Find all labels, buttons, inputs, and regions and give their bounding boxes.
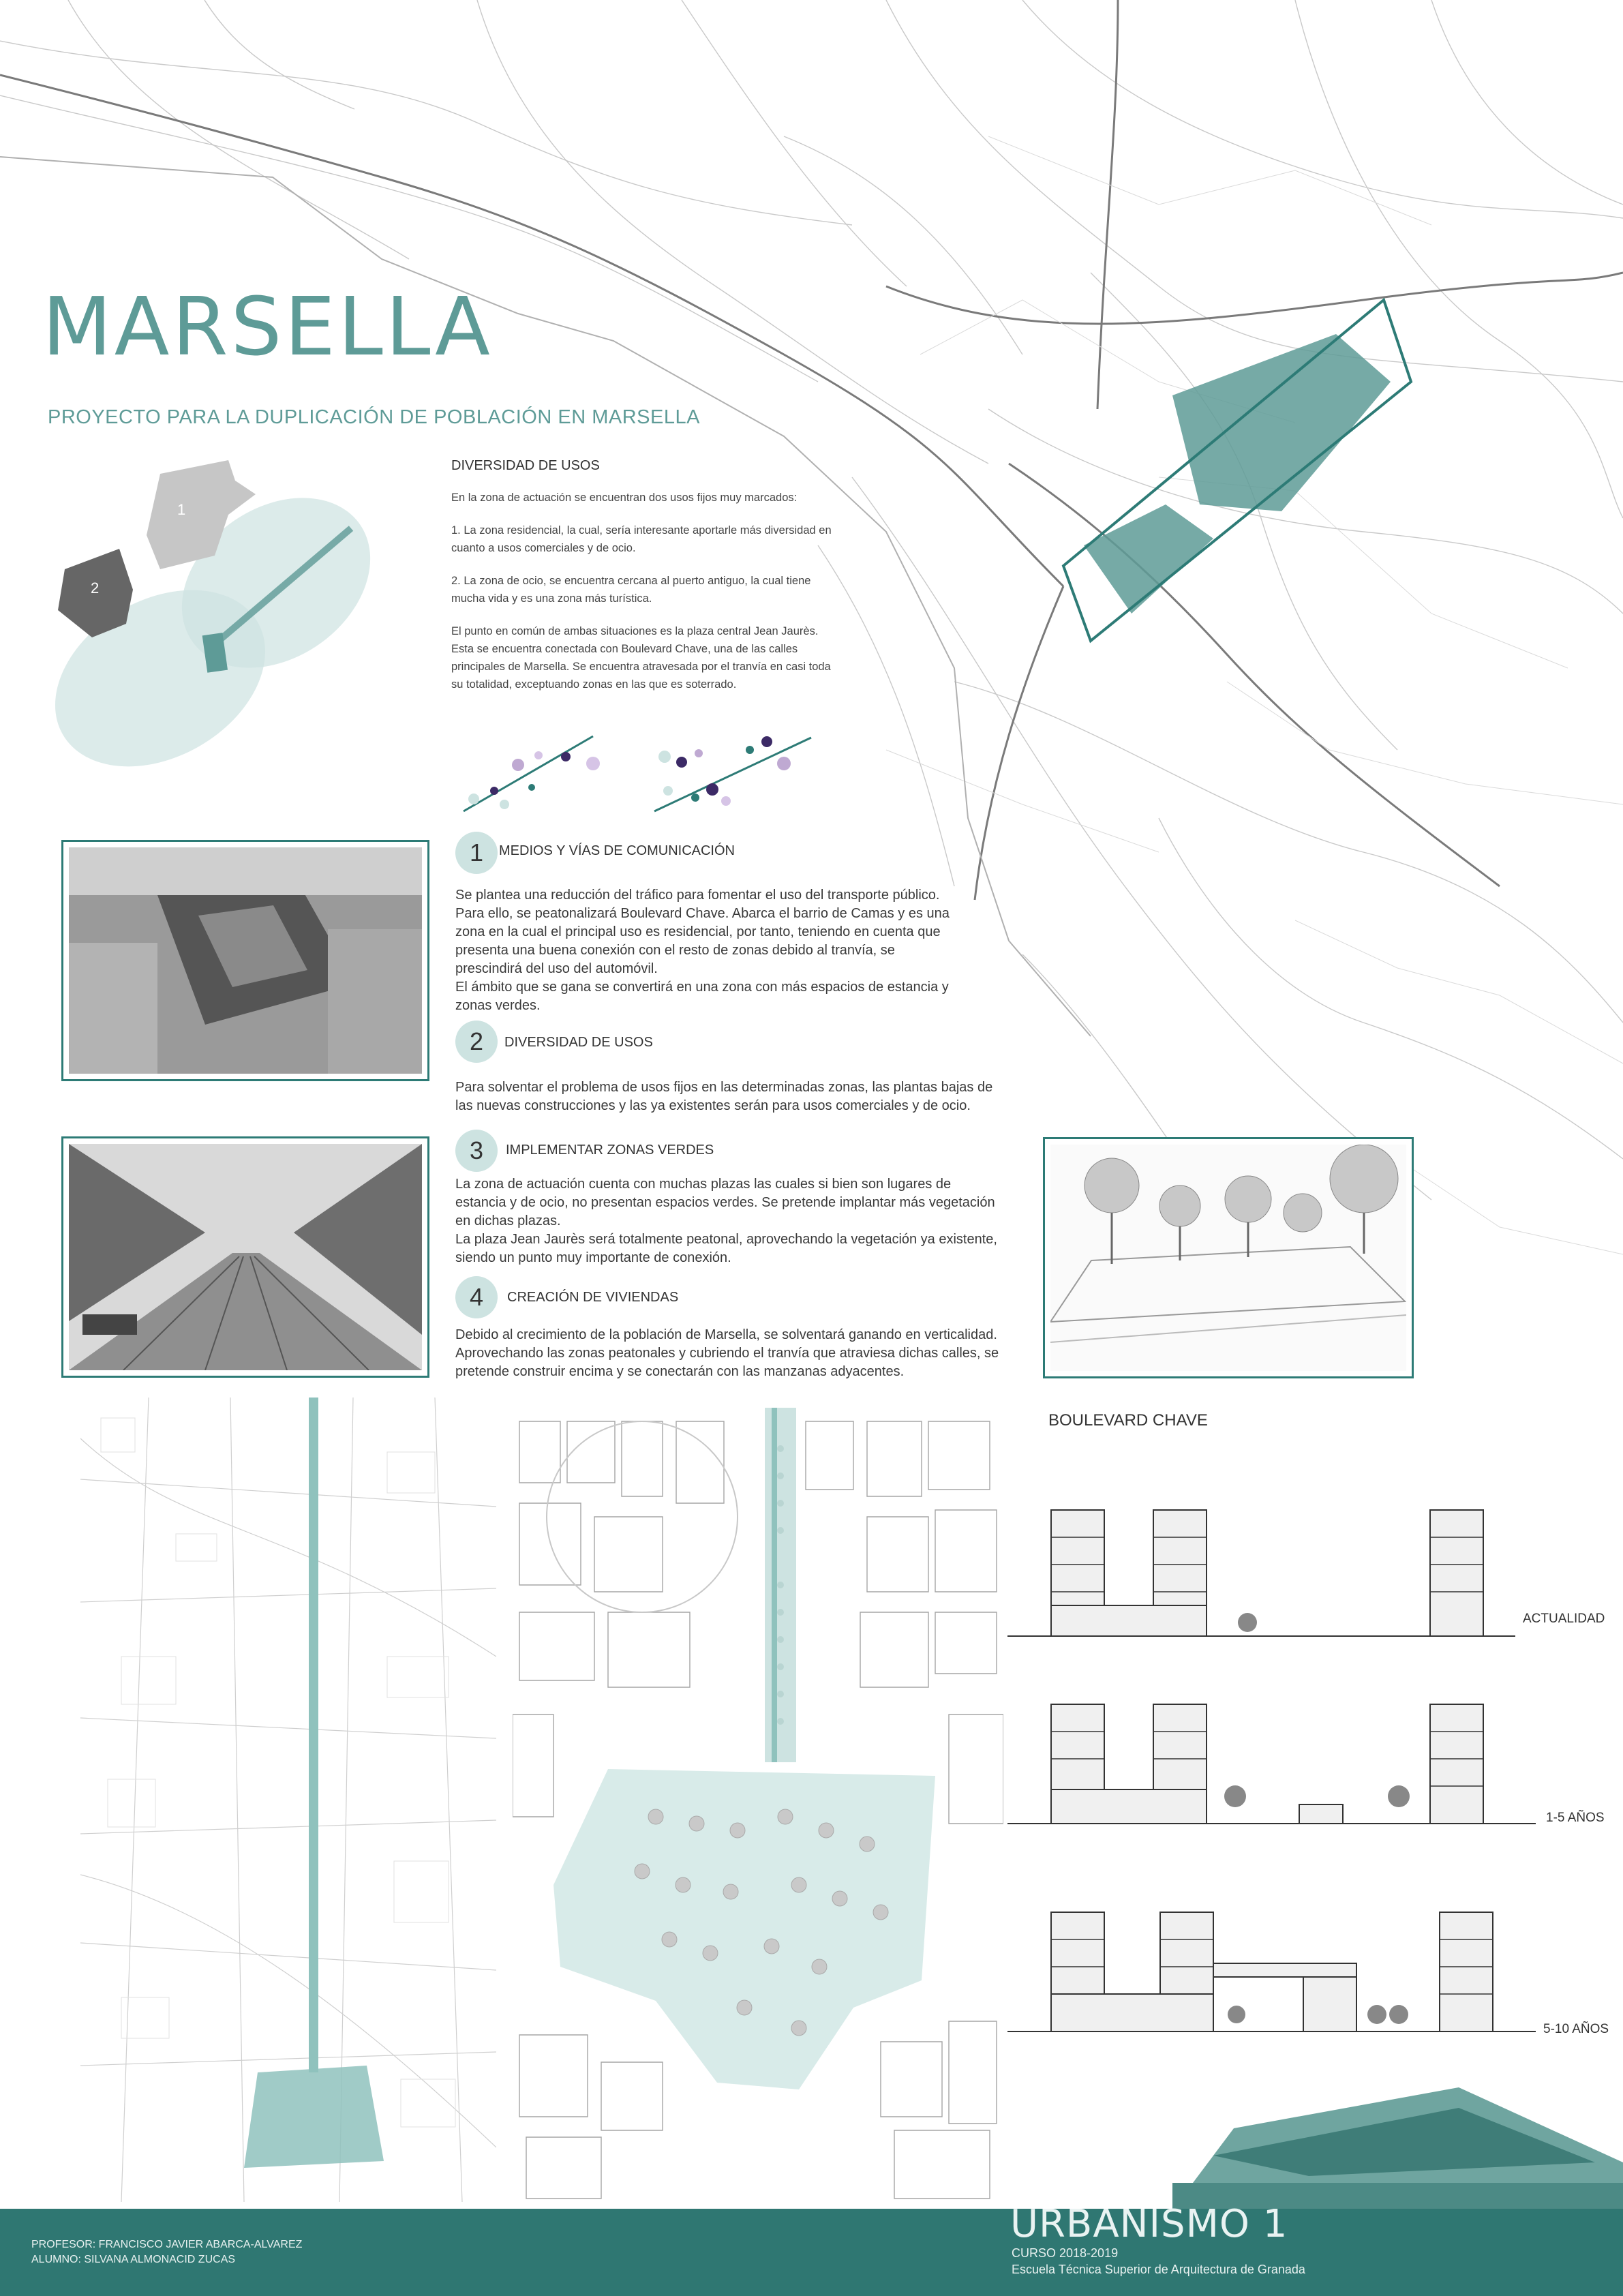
section-label-actualidad: ACTUALIDAD (1523, 1612, 1605, 1626)
footer-profesor: PROFESOR: FRANCISCO JAVIER ABARCA-ALVAREZ (31, 2239, 303, 2250)
section-4-line: Aprovechando las zonas peatonales y cubriendo el tranvía que atraviesa dichas calles, se (455, 1346, 999, 1361)
section-4-heading: CREACIÓN DE VIVIENDAS (507, 1290, 679, 1305)
diversity-p3: 2. La zona de ocio, se encuentra cercana al puerto antiguo, la cual tiene mucha vida y es una zona más turística. (451, 575, 811, 605)
section-2-heading: DIVERSIDAD DE USOS (504, 1035, 653, 1050)
section-3-line: La zona de actuación cuenta con muchas plazas las cuales si bien son lugares de (455, 1177, 952, 1192)
footer-bar (0, 2209, 1623, 2296)
page-subtitle: PROYECTO PARA LA DUPLICACIÓN DE POBLACIÓN EN MARSELLA (48, 406, 700, 428)
uses-dot-diagram (457, 723, 825, 825)
footer-alumno: ALUMNO: SILVANA ALMONACID ZUCAS (31, 2254, 236, 2265)
section-1-line: Para ello, se peatonalizará Boulevard Chave. Abarca el barrio de Camas y es una (455, 906, 950, 921)
section-1-heading: MEDIOS Y VÍAS DE COMUNICACIÓN (499, 843, 735, 858)
aerial-photo (61, 840, 429, 1081)
section-3-line: siendo un punto muy importante de conexión. (455, 1250, 731, 1265)
section-1-line: prescindirá del uso del automóvil. (455, 961, 658, 976)
course-title: URBANISMO 1 (1010, 2202, 1288, 2246)
section-4-text (455, 1326, 1021, 1381)
diversity-p1: En la zona de actuación se encuentran dos usos fijos muy marcados: (451, 492, 798, 504)
street-photo-image (69, 1144, 422, 1370)
page-title: MARSELLA (42, 280, 493, 374)
section-2-line: Para solventar el problema de usos fijos en las determinadas zonas, las plantas bajas de (455, 1080, 993, 1095)
footer-school: Escuela Técnica Superior de Arquitectura de Granada (1012, 2263, 1305, 2276)
footer-curso: CURSO 2018-2019 (1012, 2246, 1119, 2260)
section-label-1-5: 1-5 AÑOS (1546, 1811, 1605, 1825)
zone-1-label: 1 (177, 501, 186, 518)
sections-panel-title: BOULEVARD CHAVE (1048, 1411, 1208, 1430)
section-1-line: zonas verdes. (455, 998, 541, 1013)
zone-diagram (51, 453, 399, 791)
action-zone (1063, 300, 1411, 641)
section-label-5-10: 5-10 AÑOS (1543, 2022, 1609, 2036)
section-3-line: estancia y de ocio, no presentan espacios verdes. Se pretende implantar más vegetación (455, 1195, 995, 1210)
section-2-number: 2 (455, 1021, 498, 1063)
aerial-photo-image (69, 847, 422, 1074)
section-4-number: 4 (455, 1276, 498, 1318)
section-1-text (455, 886, 1001, 1015)
section-1-line: El ámbito que se gana se convertirá en una zona con más espacios de estancia y (455, 980, 949, 995)
diversity-heading: DIVERSIDAD DE USOS (451, 458, 600, 473)
boulevard-plan-map (80, 1398, 496, 2202)
section-1-line: Se plantea una reducción del tráfico para fomentar el uso del transporte público. (455, 888, 940, 903)
section-1-line: zona en la cual el principal uso es residencial, por tanto, teniendo en cuenta que (455, 924, 941, 939)
section-4-line: Debido al crecimiento de la población de Marsella, se solventará ganando en verticalidad. (455, 1327, 997, 1342)
plaza-sketch-image (1050, 1145, 1406, 1371)
section-3-line: en dichas plazas. (455, 1213, 561, 1228)
street-photo (61, 1136, 429, 1378)
section-3-text (455, 1175, 1021, 1267)
section-1-line: presenta una buena conexión con el resto de zonas debido al tranvía, se (455, 943, 895, 958)
section-2-text (455, 1078, 1014, 1115)
section-2-line: las nuevas construcciones y las ya existentes serán para usos comerciales y de ocio. (455, 1098, 971, 1113)
diversity-p2: 1. La zona residencial, la cual, sería interesante aportarle más diversidad en cuanto a usos comerciales y de ocio. (451, 524, 832, 554)
diversity-block (451, 458, 833, 693)
section-4-line: pretende construir encima y se conectarán con las manzanas adyacentes. (455, 1364, 905, 1379)
port-canopy-photo (1172, 2087, 1623, 2210)
diversity-p4: El punto en común de ambas situaciones es la plaza central Jean Jaurès. Esta se encuentra conectada con Boulevard Chave, una de las calles principales de Marsella. Se encuentra atravesada por el tranvía en casi toda su totalidad, exceptuando zonas en las que es soterrado. (451, 625, 831, 691)
boulevard-sections-diagram (1007, 1496, 1607, 2049)
plaza-sketch (1043, 1137, 1414, 1378)
section-3-number: 3 (455, 1130, 498, 1172)
section-1-number: 1 (455, 832, 498, 874)
plaza-detail-plan (513, 1408, 1003, 2204)
section-3-heading: IMPLEMENTAR ZONAS VERDES (506, 1143, 714, 1158)
zone-2-label: 2 (91, 579, 100, 596)
section-3-line: La plaza Jean Jaurès será totalmente peatonal, aprovechando la vegetación ya existente, (455, 1232, 997, 1247)
